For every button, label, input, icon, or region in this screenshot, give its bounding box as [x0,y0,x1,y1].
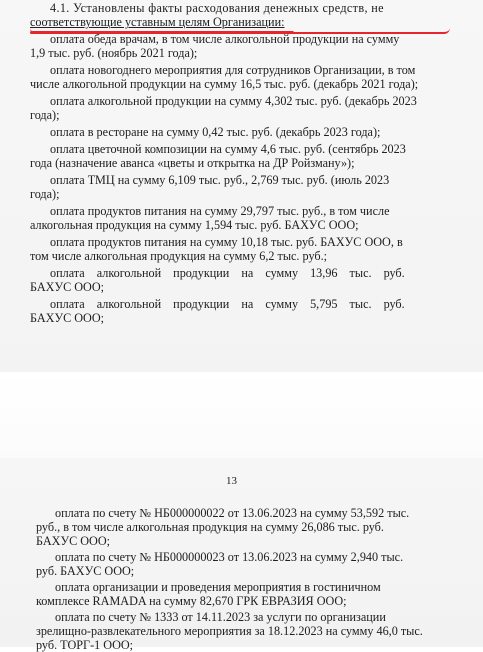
text-line: алкогольная продукция на сумму 1,594 тыс. руб. БАХУС ООО; [30,218,359,232]
text-line: оплата новогоднего мероприятия для сотрудников Организации, в том [50,63,416,77]
text-line: оплата продуктов питания на сумму 29,797 тыс. руб., в том числе [50,204,390,218]
text-line: зрелищно-развлекательного мероприятия за 18.12.2023 на сумму 46,0 тыс. [36,624,423,638]
text-line: руб. БАХУС ООО; [36,564,135,578]
page-number: 13 [226,475,237,487]
text-line: оплата продуктов питания на сумму 10,18 тыс. руб. БАХУС ООО, в [50,235,403,249]
text-line: года); [30,108,60,122]
text-line: руб., в том числе алкогольная продукция на сумму 26,086 тыс. руб. [36,520,384,534]
text-line: БАХУС ООО; [30,280,105,294]
text-line: оплата алкогольной продукции на сумму 5,795 тыс. руб. [50,297,405,311]
text-line: БАХУС ООО; [30,311,105,325]
section-heading-text1: 4.1. Установлены факты расходования денежных средств, не [50,1,384,15]
text-line: оплата по счету № НБ000000023 от 13.06.2023 на сумму 2,940 тыс. [55,550,404,564]
text-line: оплата организации и проведения мероприятия в гостиничном [55,580,381,594]
text-line: года (назначение аванса «цветы и открытка на ДР Ройзману»); [30,156,355,170]
text-line: оплата алкогольной продукции на сумму 4,302 тыс. руб. (декабрь 2023 [50,94,417,108]
text-line: оплата обеда врачам, в том числе алкогольной продукции на сумму [50,32,400,46]
text-line: том числе алкогольная продукция на сумму 6,2 тыс. руб.; [30,249,328,263]
text-line: оплата по счету № 1333 от 14.11.2023 за услуги по организации [55,610,386,624]
text-line: комплексе RAMADA на сумму 82,670 ГРК ЕВРАЗИЯ ООО; [36,594,347,608]
text-line: оплата в ресторане на сумму 0,42 тыс. руб. (декабрь 2023 года); [50,125,381,139]
text-line: БАХУС ООО; [36,534,111,548]
section-heading-text2: соответствующие уставным целям Организации: [30,15,285,29]
text-line: руб. ТОРГ-1 ООО; [36,638,134,652]
text-line: года); [30,187,60,201]
text-line: 1,9 тыс. руб. (ноябрь 2021 года); [30,46,198,60]
text-line: оплата алкогольной продукции на сумму 13,96 тыс. руб. [50,266,405,280]
section-heading-line1 [50,1,444,15]
text-line: числе алкогольной продукции на сумму 16,5 тыс. руб. (декабрь 2021 года); [30,77,419,91]
text-line: оплата ТМЦ на сумму 6,109 тыс. руб., 2,769 тыс. руб. (июль 2023 [50,173,390,187]
text-line: оплата по счету № НБ000000022 от 13.06.2023 на сумму 53,592 тыс. [55,506,410,520]
page-gap [0,372,483,458]
text-line: оплата цветочной композиции на сумму 4,6 тыс. руб. (сентябрь 2023 [50,142,406,156]
